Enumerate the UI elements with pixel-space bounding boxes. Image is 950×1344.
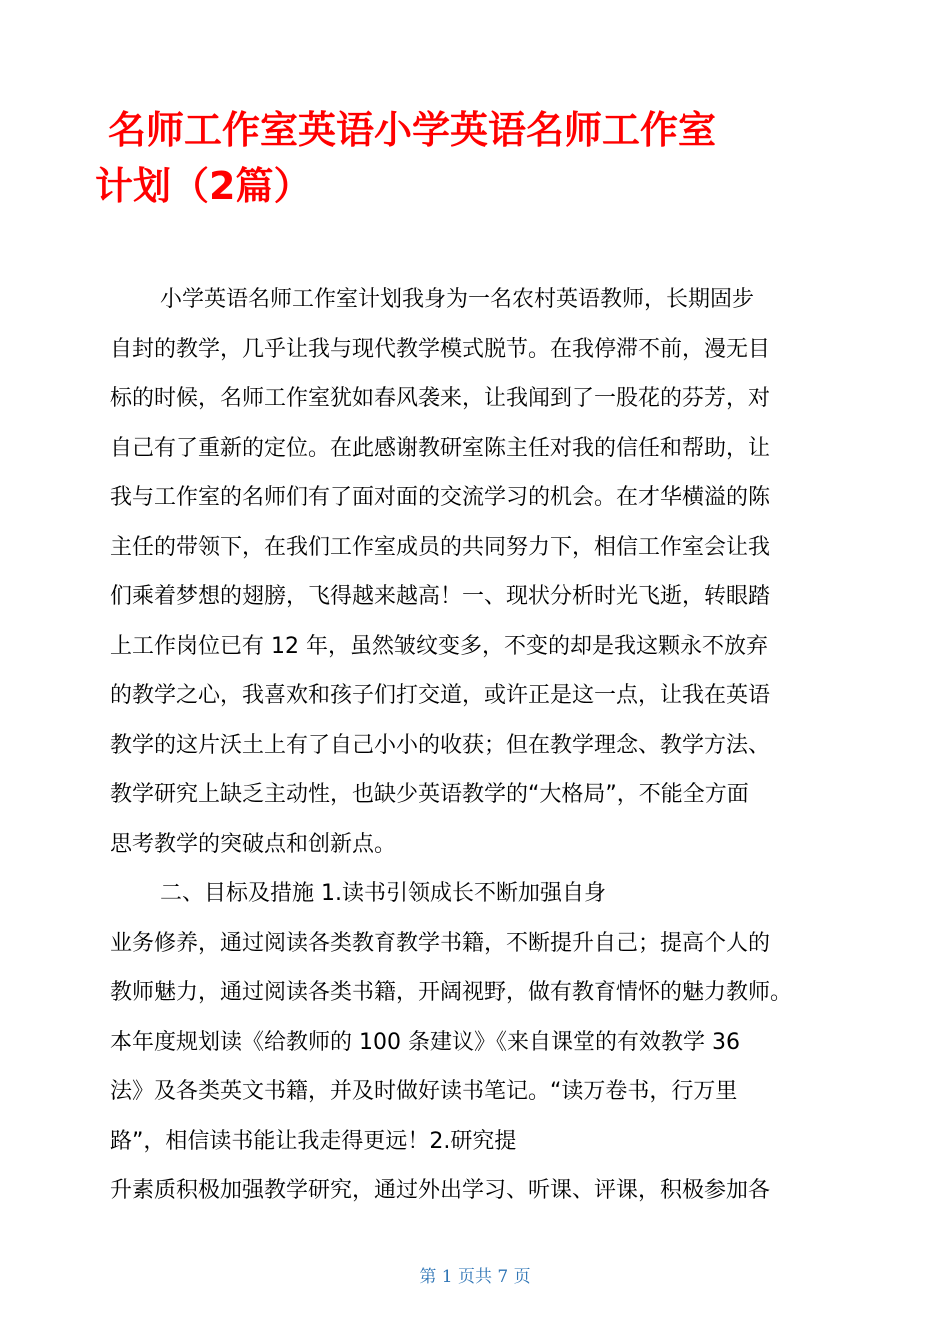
text-line: 自己有了重新的定位。在此感谢教研室陈主任对我的信任和帮助，让: [110, 435, 771, 461]
text-line: 标的时候，名师工作室犹如春风袭来，让我闻到了一股花的芬芳，对: [110, 386, 771, 411]
paragraph-1: [110, 275, 870, 869]
document-body: [110, 275, 870, 1216]
text-line: 的教学之心，我喜欢和孩子们打交道，或许正是这一点，让我在英语: [110, 683, 771, 708]
text-line: 们乘着梦想的翅膀，飞得越来越高！一、现状分析时光飞逝，转眼踏: [110, 584, 771, 609]
paragraph-2: [110, 869, 870, 1216]
text-line: 教学研究上缺乏主动性，也缺少英语教学的“大格局”，不能全方面: [110, 782, 749, 807]
text-line: 教师魅力，通过阅读各类书籍，开阔视野，做有教育情怀的魅力教师。: [110, 980, 793, 1005]
text-line: 主任的带领下，在我们工作室成员的共同努力下，相信工作室会让我: [110, 534, 771, 560]
page-number-footer: 第 1 页共 7 页: [419, 1267, 531, 1287]
text-line: 路”，相信读书能让我走得更远！2.研究提: [110, 1128, 517, 1154]
text-line: 上工作岗位已有 12 年，虽然皱纹变多，不变的却是我这颗永不放弃: [110, 633, 768, 659]
text-line: 升素质积极加强教学研究，通过外出学习、听课、评课，积极参加各: [110, 1178, 771, 1203]
document-title: [95, 102, 855, 214]
text-line: 小学英语名师工作室计划我身为一名农村英语教师，长期固步: [160, 287, 755, 312]
title-line-2: 计划（2篇）: [95, 164, 312, 208]
text-line: 法》及各类英文书籍，并及时做好读书笔记。“读万卷书，行万里: [110, 1079, 738, 1104]
text-line: 自封的教学，几乎让我与现代教学模式脱节。在我停滞不前，漫无目: [110, 336, 771, 362]
text-line: 思考教学的突破点和创新点。: [110, 831, 397, 857]
text-line: 我与工作室的名师们有了面对面的交流学习的机会。在才华横溢的陈: [110, 485, 771, 510]
text-line: 二、目标及措施 1.读书引领成长不断加强自身: [160, 881, 606, 906]
text-line: 教学的这片沃土上有了自己小小的收获；但在教学理念、教学方法、: [110, 732, 771, 758]
title-line-1: 名师工作室英语小学英语名师工作室: [108, 108, 717, 152]
text-line: 业务修养，通过阅读各类教育教学书籍，不断提升自己；提高个人的: [110, 930, 771, 956]
text-line: 本年度规划读《给教师的 100 条建议》《来自课堂的有效教学 36: [110, 1029, 740, 1055]
